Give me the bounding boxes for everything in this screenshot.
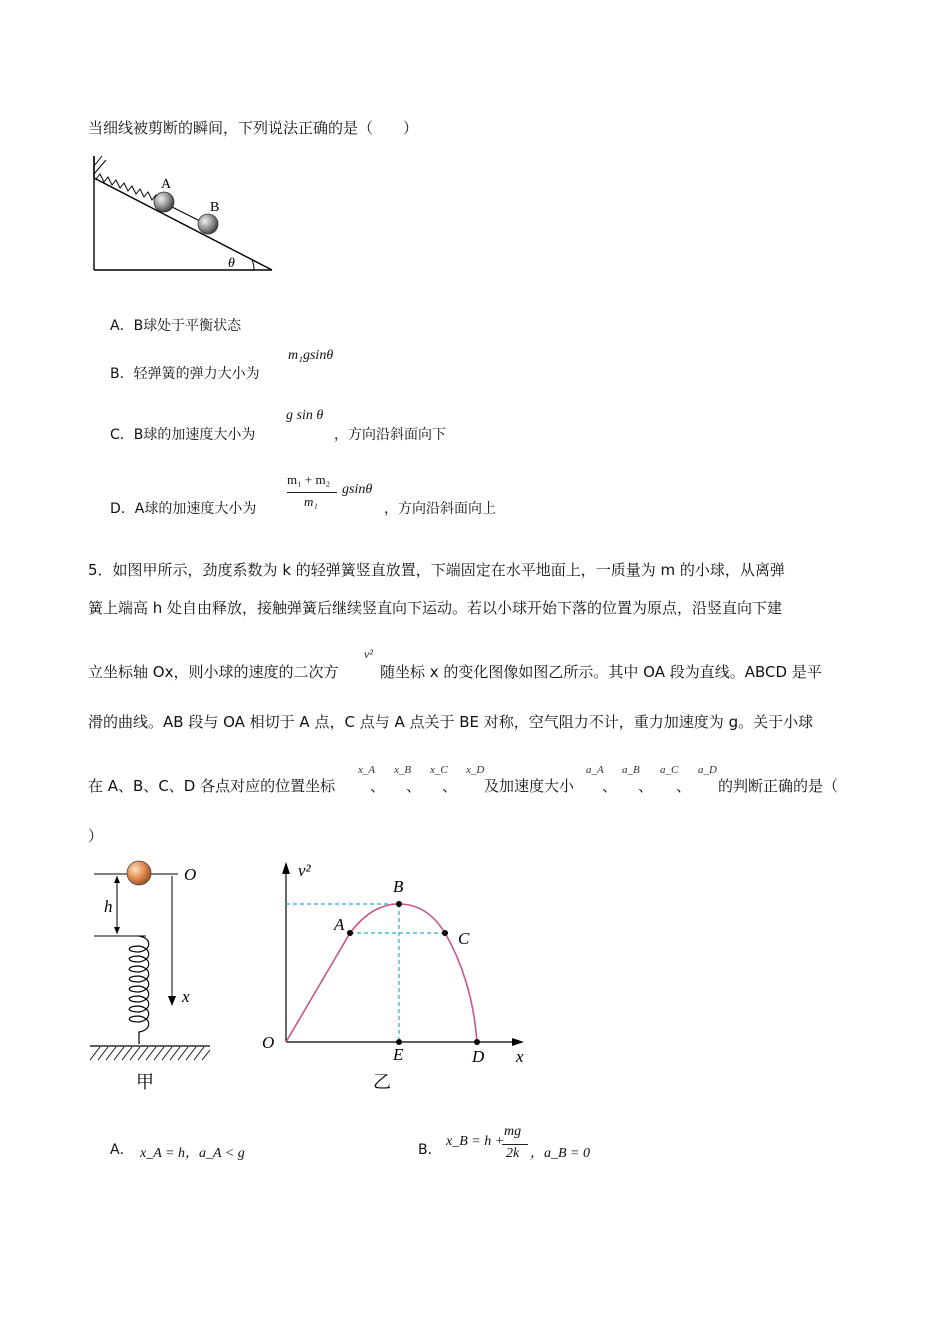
v2-curve	[286, 904, 477, 1042]
q5-option-b-formula-post: ，a_B = 0	[530, 1146, 590, 1161]
incline-figure	[80, 148, 280, 278]
yi-o-label: O	[262, 1033, 275, 1052]
q5-option-a[interactable]	[110, 1140, 134, 1160]
q5-option-a-letter: A．	[110, 1142, 134, 1158]
q5-option-b[interactable]	[418, 1140, 442, 1160]
q4-option-d-denominator: m₁	[304, 494, 318, 509]
q4-option-a-text: B球处于平衡状态	[133, 318, 242, 334]
q5-a-c-label: a_C	[660, 764, 679, 776]
ball-b-shape	[198, 214, 218, 234]
q5-line-2: 簧上端高 h 处自由释放，接触弹簧后继续竖直向下运动。若以小球开始下落的位置为原点，沿竖直向下建	[88, 599, 783, 617]
q5-sep-4: 、	[602, 777, 618, 795]
theta-label: θ	[228, 256, 235, 271]
q4-option-c-formula: g sin θ	[286, 408, 324, 423]
q5-option-b-fraction-bar	[502, 1144, 528, 1145]
yi-d-label: D	[472, 1047, 485, 1066]
q5-x-d-label: x_D	[466, 764, 485, 776]
q5-option-a-formula: x_A = h，a_A < g	[140, 1146, 245, 1161]
q5-x-a-label: x_A	[358, 764, 376, 776]
yi-b-label: B	[393, 877, 404, 896]
q4-option-b-letter: B．	[110, 366, 134, 382]
point-a	[347, 930, 353, 936]
point-d	[474, 1039, 480, 1045]
yi-v2-label: v²	[298, 861, 311, 880]
q5-line-5b: 及加速度大小	[484, 777, 575, 795]
fig-jia	[86, 854, 226, 1094]
q4-option-b[interactable]	[110, 364, 260, 384]
q4-option-d[interactable]	[110, 499, 256, 519]
point-b	[396, 901, 402, 907]
q5-line-1: 5．如图甲所示，劲度系数为 k 的轻弹簧竖直放置，下端固定在水平地面上，一质量为 m 的小球，从离弹	[88, 561, 785, 579]
yi-a-label: A	[334, 915, 345, 934]
q5-v2-formula: v²	[364, 647, 373, 661]
falling-ball-shape	[127, 861, 151, 885]
yi-x-label: x	[516, 1047, 524, 1066]
q4-option-d-letter: D．	[110, 501, 135, 517]
yi-caption: 乙	[373, 1072, 391, 1093]
q5-sep-3: 、	[442, 777, 458, 795]
q5-sep-5: 、	[638, 777, 654, 795]
q5-sep-1: 、	[370, 777, 386, 795]
q5-x-c-label: x_C	[430, 764, 448, 776]
q5-line-6: ）	[88, 827, 104, 845]
q4-option-c[interactable]	[110, 425, 255, 445]
q4-option-d-numerator: m₁ + m₂	[287, 472, 331, 487]
q4-option-c-tail: ，方向沿斜面向下	[334, 427, 446, 443]
q5-line-3b: 随坐标 x 的变化图像如图乙所示。其中 OA 段为直线。ABCD 是平	[380, 663, 822, 681]
q5-line-5a: 在 A、B、C、D 各点对应的位置坐标	[88, 777, 336, 795]
jia-h-label: h	[104, 897, 113, 916]
q5-a-a-label: a_A	[586, 764, 604, 776]
q5-line-4: 滑的曲线。AB 段与 OA 相切于 A 点，C 点与 A 点关于 BE 对称，空气阻力不计，重力加速度为 g。关于小球	[88, 713, 814, 731]
q5-line-3a: 立坐标轴 Ox，则小球的速度的二次方	[88, 663, 339, 681]
q4-option-d-formula-rest: gsinθ	[342, 482, 373, 497]
q4-option-b-text: 轻弹簧的弹力大小为	[133, 366, 260, 382]
q5-x-b-label: x_B	[394, 764, 412, 776]
jia-o-label: O	[184, 865, 197, 884]
fig-yi	[258, 850, 548, 1100]
q4-option-d-text: A球的加速度大小为	[134, 501, 257, 517]
q5-sep-2: 、	[406, 777, 422, 795]
q4-option-c-letter: C．	[110, 427, 134, 443]
ball-b-label: B	[210, 200, 220, 215]
yi-c-label: C	[458, 929, 470, 948]
q4-option-a-letter: A．	[110, 318, 134, 334]
q5-option-b-formula-pre: x_B = h +	[446, 1134, 505, 1149]
q5-sep-6: 、	[676, 777, 692, 795]
q5-option-b-denominator: 2k	[506, 1146, 520, 1161]
q5-a-d-label: a_D	[698, 764, 717, 776]
jia-x-label: x	[182, 987, 190, 1006]
ball-a-label: A	[161, 177, 172, 192]
point-c	[442, 930, 448, 936]
q4-stem: 当细线被剪断的瞬间，下列说法正确的是（ ）	[88, 119, 419, 137]
q5-option-b-letter: B．	[418, 1142, 442, 1158]
ball-a-shape	[154, 192, 174, 212]
q4-option-a[interactable]	[110, 316, 241, 336]
q5-a-b-label: a_B	[622, 764, 640, 776]
q4-option-b-formula: m₁gsinθ	[288, 348, 334, 363]
q4-option-c-text: B球的加速度大小为	[133, 427, 256, 443]
q5-line-5c: 的判断正确的是（	[718, 777, 839, 795]
yi-e-label: E	[393, 1045, 404, 1064]
q5-option-b-numerator: mg	[504, 1124, 522, 1139]
jia-caption: 甲	[136, 1072, 154, 1093]
q4-option-d-fraction-bar	[287, 492, 337, 493]
q4-option-d-tail: ，方向沿斜面向上	[384, 501, 496, 517]
